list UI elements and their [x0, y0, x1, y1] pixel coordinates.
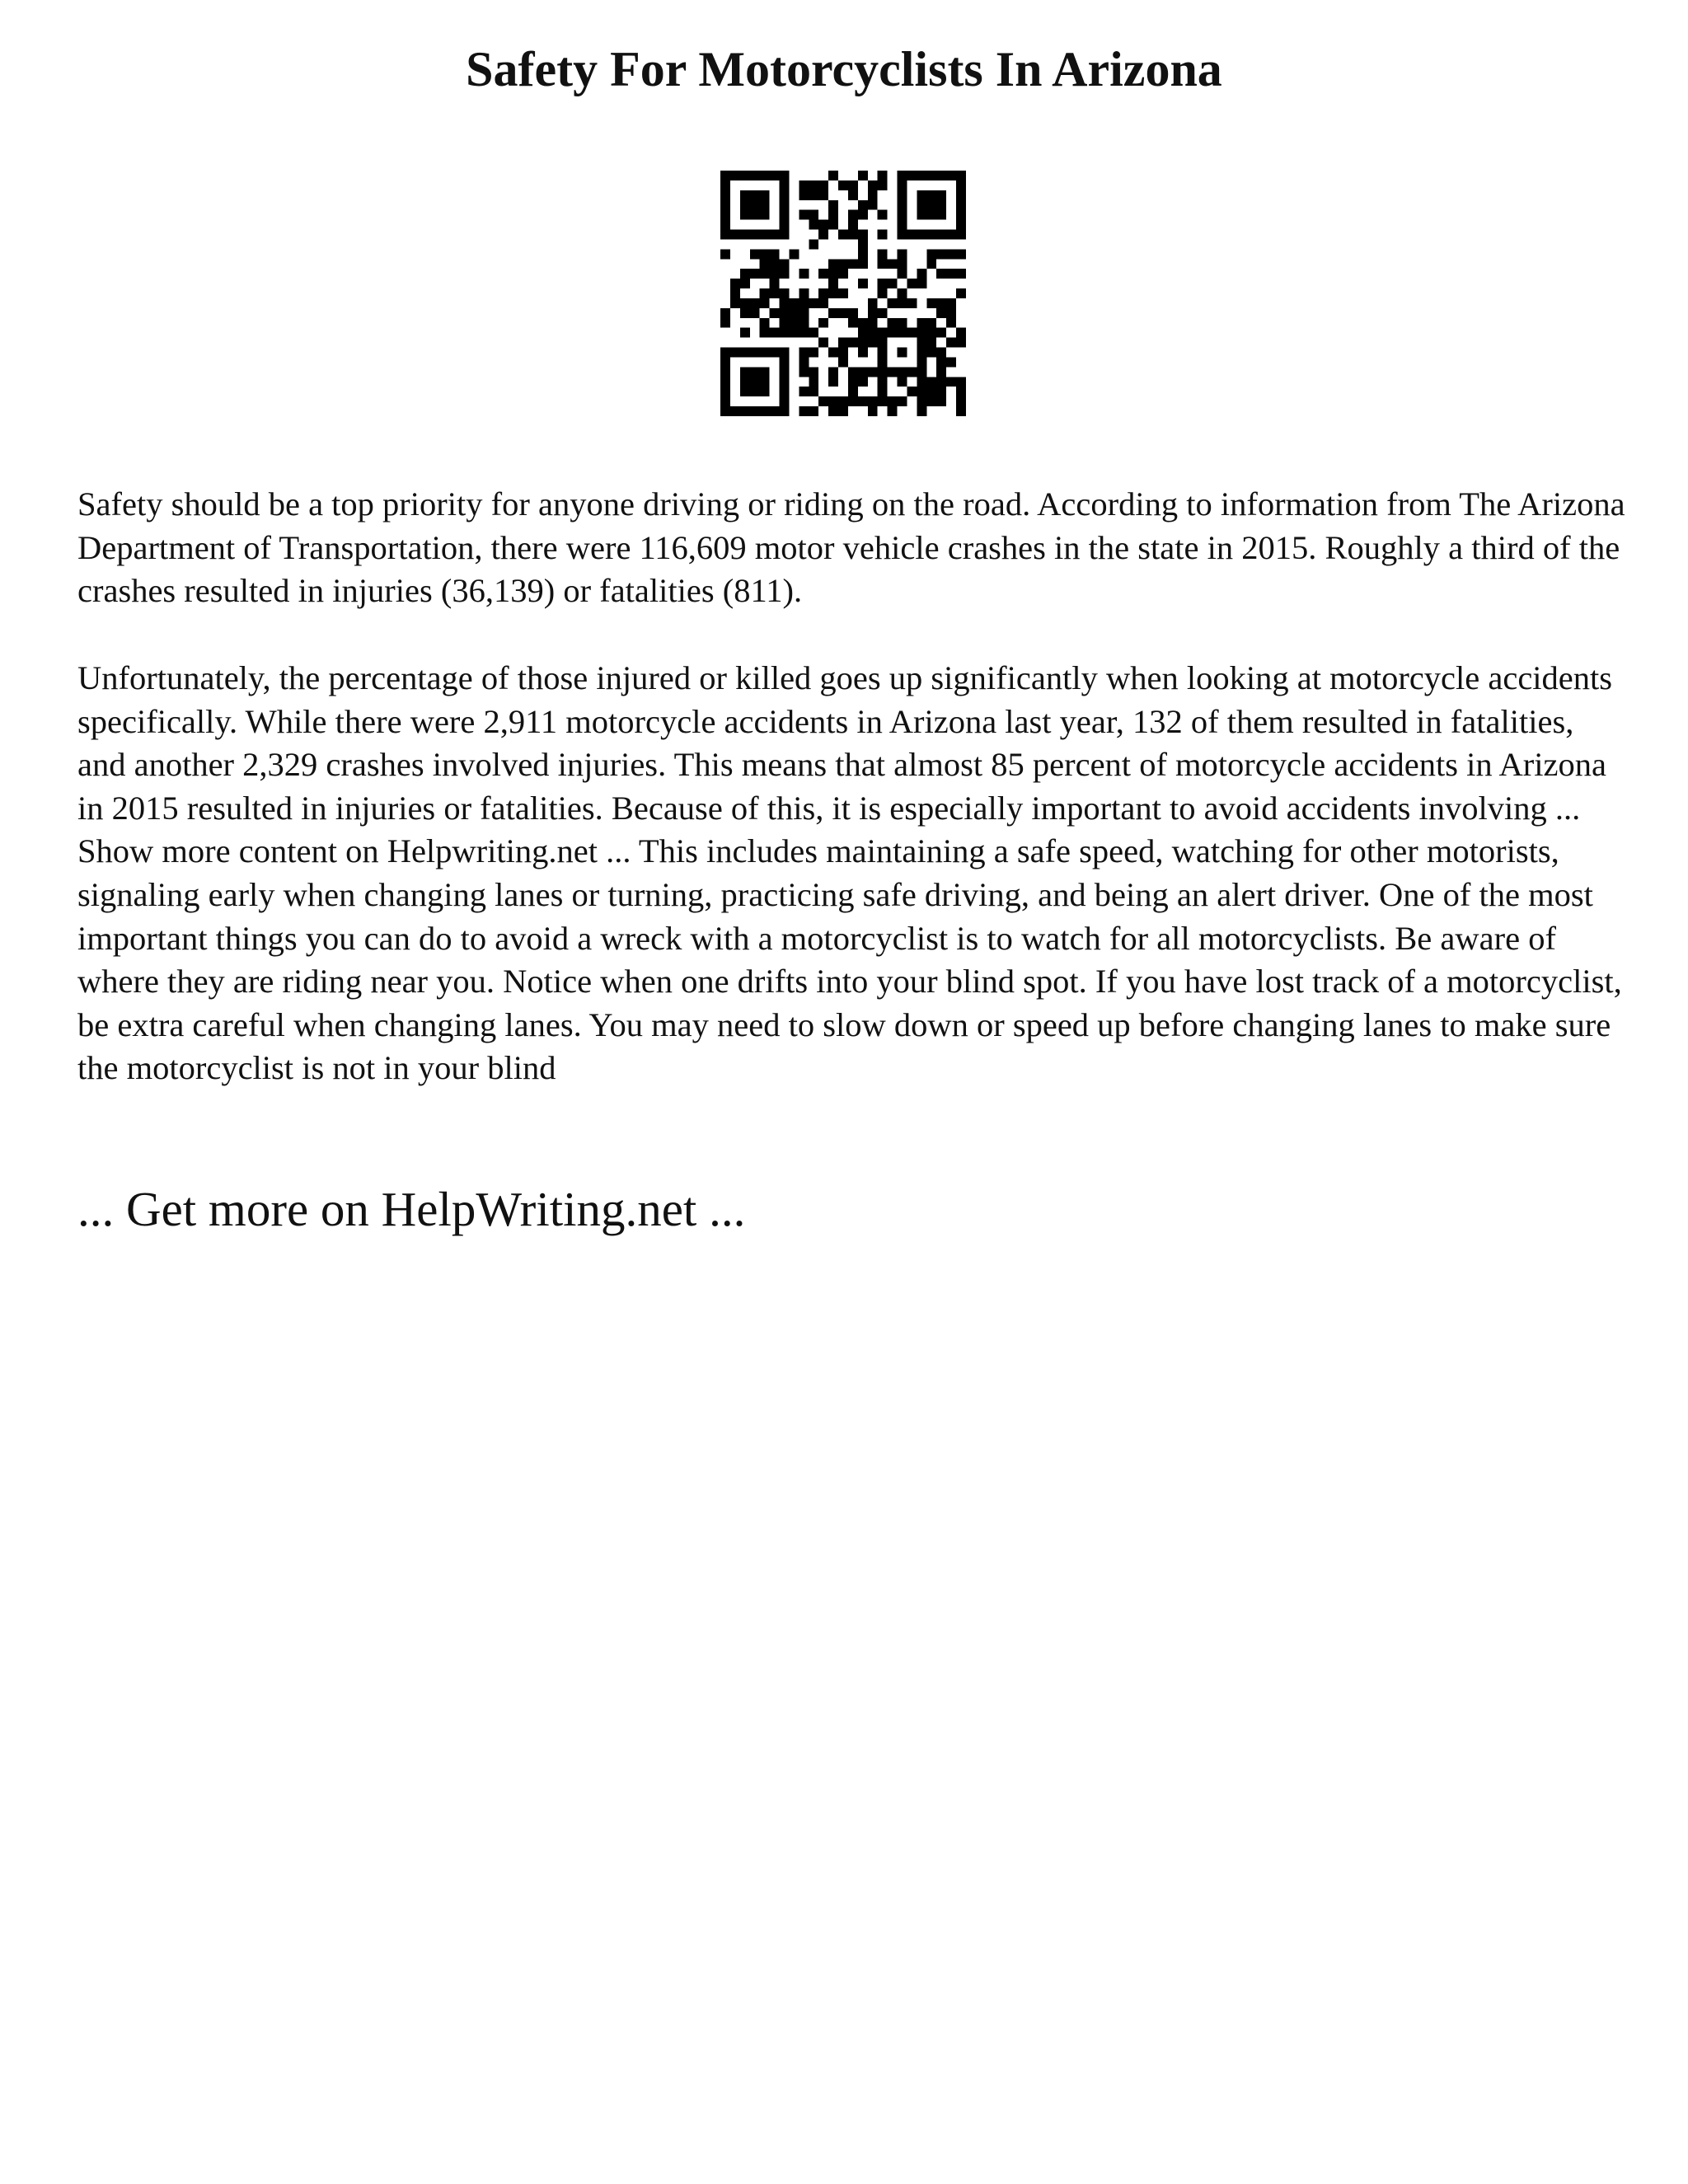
paragraph-intro: Safety should be a top priority for anyone driving or riding on the road. According to information from The Arizona Department of Transportation, there were 116,609 motor vehicle crashes in the state in 2015. Roughly a third of the crashes resulted in injuries (36,139) or fatalities (811).: [77, 485, 1625, 610]
get-more-link[interactable]: ... Get more on HelpWriting.net ...: [77, 1182, 746, 1236]
qr-code-icon: [720, 171, 966, 416]
paragraph-motorcycle-accidents: Unfortunately, the percentage of those injured or killed goes up significantly when looking at motorcycle accidents specifically. While there were 2,911 motorcycle accidents in Arizona last year, 132 of them resulted in fatalities, and another 2,329 crashes involved injuries. This means that almost 85 percent of motorcycle accidents in Arizona in 2015 resulted in injuries or fatalities. Because of this, it is especially important to avoid accidents involving ... Show more content on Helpwriting.net ... This includes maintaining a safe speed, watching for other motorists, signaling early when changing lanes or turning, practicing safe driving, and being an alert driver. One of the most important things you can do to avoid a wreck with a motorcyclist is to watch for all motorcyclists. Be aware of where they are riding near you. Notice when one drifts into your blind spot. If you have lost track of a motorcyclist, be extra careful when changing lanes. You may need to slow down or speed up before changing lanes to make sure the motorcyclist is not in your blind: [77, 659, 1622, 1087]
page-title: Safety For Motorcyclists In Arizona: [466, 42, 1222, 96]
